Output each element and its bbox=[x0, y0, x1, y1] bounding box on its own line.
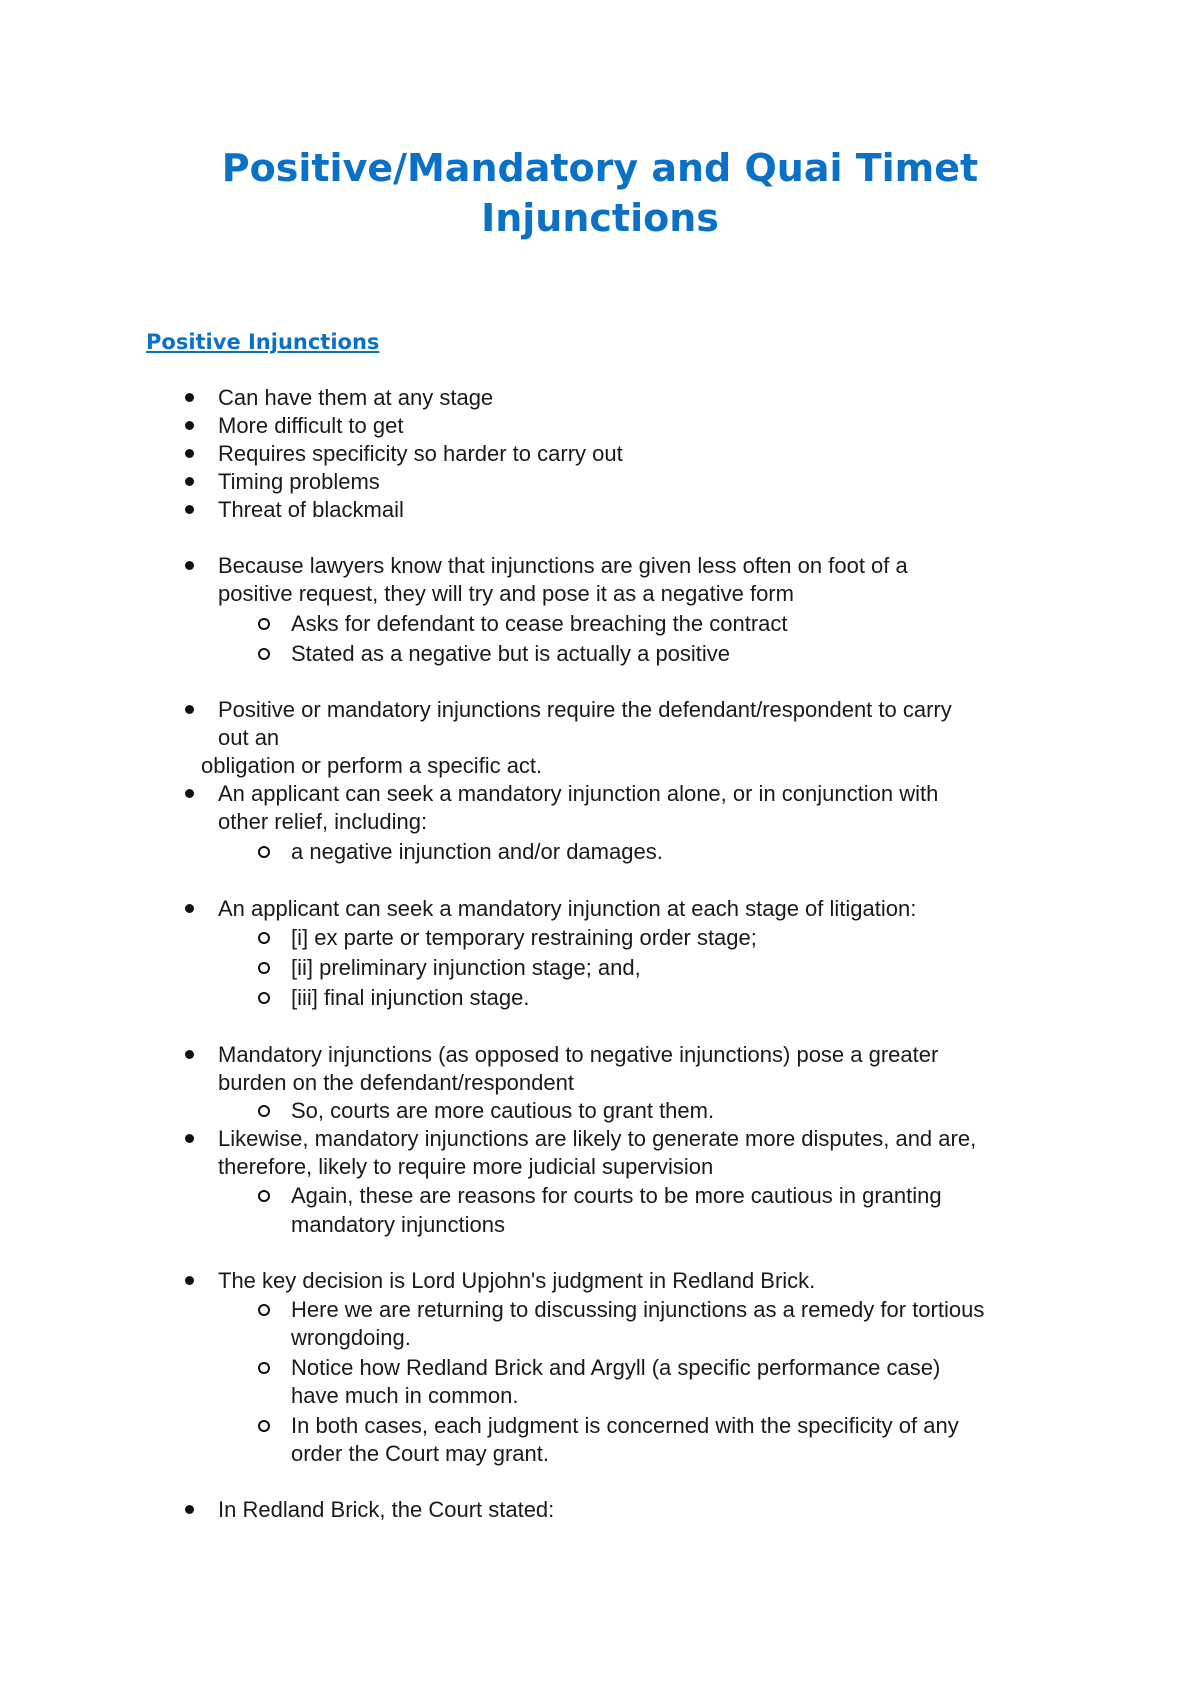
sub-list-item: Again, these are reasons for courts to be more cautious in granting bbox=[291, 1183, 942, 1208]
sub-bullet-icon bbox=[258, 992, 270, 1004]
list-item: Timing problems bbox=[218, 469, 380, 494]
sub-list-item: a negative injunction and/or damages. bbox=[291, 839, 663, 864]
sub-list-item-continuation: order the Court may grant. bbox=[291, 1441, 550, 1466]
sub-bullet-icon bbox=[258, 1420, 270, 1432]
bullet-icon bbox=[185, 1276, 194, 1285]
sub-list-item-continuation: have much in common. bbox=[291, 1383, 519, 1408]
sub-list-item: Stated as a negative but is actually a positive bbox=[291, 641, 731, 666]
bullet-icon bbox=[185, 904, 194, 913]
paragraph-line: obligation or perform a specific act. bbox=[201, 753, 543, 778]
sub-bullet-icon bbox=[258, 648, 270, 660]
list-item-continuation: positive request, they will try and pose it as a negative form bbox=[218, 581, 794, 606]
sub-bullet-icon bbox=[258, 932, 270, 944]
sub-list-item: So, courts are more cautious to grant them. bbox=[291, 1098, 715, 1123]
document-title-line-2: Injunctions bbox=[481, 196, 719, 240]
bullet-icon bbox=[185, 1505, 194, 1514]
sub-bullet-icon bbox=[258, 846, 270, 858]
list-item: In Redland Brick, the Court stated: bbox=[218, 1497, 555, 1522]
sub-list-item: In both cases, each judgment is concerned with the specificity of any bbox=[291, 1413, 959, 1438]
bullet-icon bbox=[185, 449, 194, 458]
list-item: More difficult to get bbox=[218, 413, 404, 438]
bullet-icon bbox=[185, 1050, 194, 1059]
bullet-icon bbox=[185, 789, 194, 798]
list-item: The key decision is Lord Upjohn's judgment in Redland Brick. bbox=[218, 1268, 816, 1293]
sub-bullet-icon bbox=[258, 962, 270, 974]
sub-list-item: Here we are returning to discussing injunctions as a remedy for tortious bbox=[291, 1297, 985, 1322]
list-item: Likewise, mandatory injunctions are likely to generate more disputes, and are, bbox=[218, 1126, 977, 1151]
sub-list-item-continuation: mandatory injunctions bbox=[291, 1212, 506, 1237]
section-heading-positive-injunctions: Positive Injunctions bbox=[146, 330, 380, 354]
sub-list-item: [ii] preliminary injunction stage; and, bbox=[291, 955, 641, 980]
list-item: Mandatory injunctions (as opposed to negative injunctions) pose a greater bbox=[218, 1042, 939, 1067]
sub-list-item-continuation: wrongdoing. bbox=[291, 1325, 411, 1350]
sub-bullet-icon bbox=[258, 1304, 270, 1316]
sub-list-item: [i] ex parte or temporary restraining order stage; bbox=[291, 925, 757, 950]
sub-list-item: Asks for defendant to cease breaching the contract bbox=[291, 611, 788, 636]
list-item: Because lawyers know that injunctions are given less often on foot of a bbox=[218, 553, 908, 578]
list-item: Can have them at any stage bbox=[218, 385, 494, 410]
list-item-continuation: therefore, likely to require more judicial supervision bbox=[218, 1154, 714, 1179]
list-item: An applicant can seek a mandatory injunction alone, or in conjunction with bbox=[218, 781, 939, 806]
bullet-icon bbox=[185, 705, 194, 714]
sub-list-item: [iii] final injunction stage. bbox=[291, 985, 530, 1010]
list-item-continuation: other relief, including: bbox=[218, 809, 428, 834]
list-item: Requires specificity so harder to carry out bbox=[218, 441, 623, 466]
list-item: Positive or mandatory injunctions require the defendant/respondent to carry bbox=[218, 697, 952, 722]
sub-bullet-icon bbox=[258, 1362, 270, 1374]
document-title-line-1: Positive/Mandatory and Quai Timet bbox=[221, 146, 979, 190]
bullet-icon bbox=[185, 505, 194, 514]
bullet-icon bbox=[185, 393, 194, 402]
list-item-continuation: out an bbox=[218, 725, 280, 750]
bullet-icon bbox=[185, 477, 194, 486]
sub-list-item: Notice how Redland Brick and Argyll (a specific performance case) bbox=[291, 1355, 941, 1380]
sub-bullet-icon bbox=[258, 618, 270, 630]
list-item-continuation: burden on the defendant/respondent bbox=[218, 1070, 574, 1095]
list-item: Threat of blackmail bbox=[218, 497, 404, 522]
bullet-icon bbox=[185, 421, 194, 430]
sub-bullet-icon bbox=[258, 1105, 270, 1117]
bullet-icon bbox=[185, 1134, 194, 1143]
sub-bullet-icon bbox=[258, 1190, 270, 1202]
bullet-icon bbox=[185, 561, 194, 570]
list-item: An applicant can seek a mandatory injunction at each stage of litigation: bbox=[218, 896, 917, 921]
